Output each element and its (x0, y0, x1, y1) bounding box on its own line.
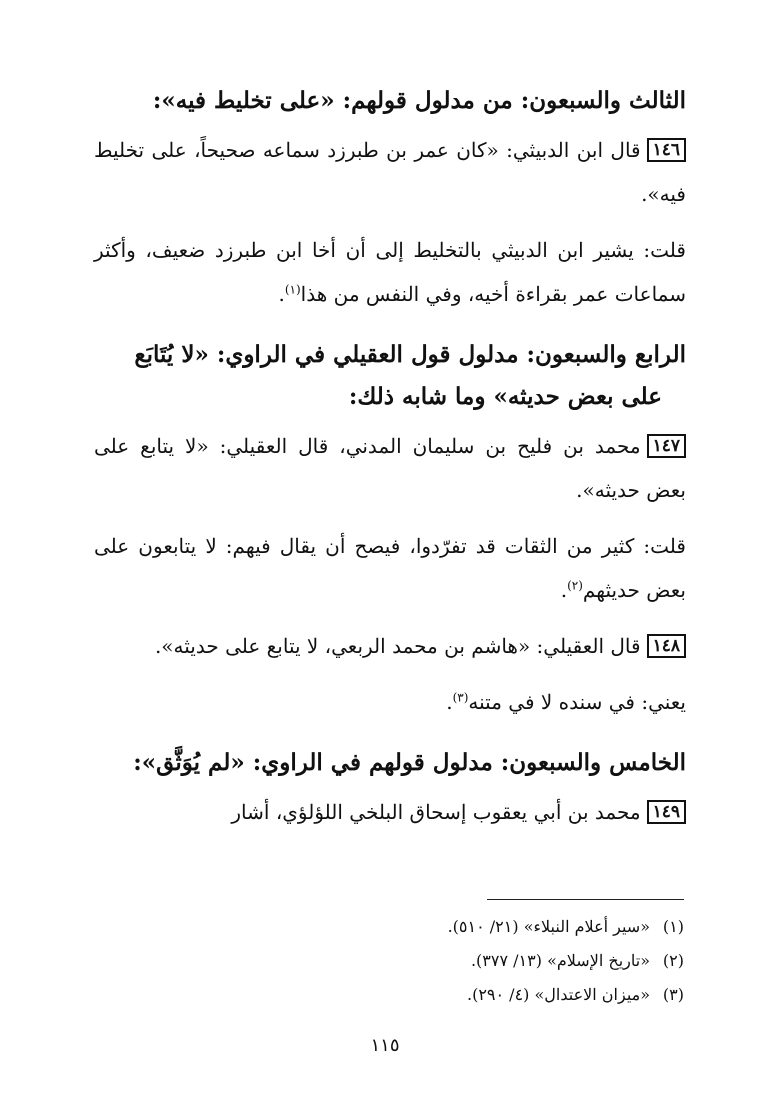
footnotes (150, 910, 684, 1012)
entry-number-146: ١٤٦ (647, 138, 686, 162)
footnote-ref-1: (١) (284, 282, 301, 297)
page-number: ١١٥ (370, 1035, 400, 1056)
footnote-item (150, 944, 684, 978)
section-75-heading: الخامس والسبعون: مدلول قولهم في الراوي: «لم يُوَثَّق»: (133, 749, 686, 776)
entry-148-text: قال العقيلي: «هاشم بن محمد الربعي، لا يتابع على حديثه». (154, 634, 641, 658)
entry-148 (94, 624, 686, 668)
entry-number-149: ١٤٩ (647, 800, 686, 824)
footnote-ref-3: (٣) (452, 690, 469, 705)
footnote-item (150, 910, 684, 944)
footnote-ref-2: (٢) (567, 578, 583, 593)
entry-146-text: قال ابن الدبيثي: «كان عمر بن طبرزد سماعه صحيحاً، على تخليط فيه». (94, 138, 686, 206)
entry-147-text: محمد بن فليح بن سليمان المدني، قال العقيلي: «لا يتابع على بعض حديثه». (94, 434, 686, 502)
entry-number-148: ١٤٨ (647, 634, 686, 658)
footnote-text: «سير أعلام النبلاء» (٢١/ ٥١٠). (447, 917, 650, 936)
section-73-heading: الثالث والسبعون: من مدلول قولهم: «على تخليط فيه»: (152, 87, 686, 114)
section-74-heading (94, 334, 686, 418)
footnote-label: (٢) (662, 951, 684, 970)
comment-73-text: قلت: يشير ابن الدبيثي بالتخليط إلى أن أخا ابن طبرزد ضعيف، وأكثر سماعات عمر بقراءة أخيه، وفي النفس من هذا (94, 238, 686, 306)
section-74-heading-line2: على بعض حديثه» وما شابه ذلك: (348, 383, 662, 410)
entry-149-text: محمد بن أبي يعقوب إسحاق البلخي اللؤلؤي، أشار (231, 800, 641, 824)
footnote-separator (487, 899, 684, 900)
page-body (94, 80, 686, 834)
note-74-end: . (446, 690, 453, 714)
footnote-text: «ميزان الاعتدال» (٤/ ٢٩٠). (466, 985, 650, 1004)
comment-74 (94, 524, 686, 612)
section-74-heading-line1: الرابع والسبعون: مدلول قول العقيلي في الراوي: «لا يُتَابَع (134, 341, 686, 368)
comment-74-text: قلت: كثير من الثقات قد تفرّدوا، فيصح أن يقال فيهم: لا يتابعون على بعض حديثهم (94, 534, 686, 602)
footnote-text: «تاريخ الإسلام» (١٣/ ٣٧٧). (470, 951, 650, 970)
footnote-label: (١) (662, 917, 684, 936)
note-74-text: يعني: في سنده لا في متنه (468, 690, 686, 714)
entry-number-147: ١٤٧ (647, 434, 686, 458)
comment-73-end: . (278, 282, 285, 306)
note-74 (94, 680, 686, 724)
comment-74-end: . (560, 578, 568, 602)
footnote-item (150, 978, 684, 1012)
comment-73 (94, 228, 686, 316)
entry-146 (94, 128, 686, 216)
footnote-label: (٣) (662, 985, 684, 1004)
entry-149 (94, 790, 686, 834)
entry-147 (94, 424, 686, 512)
